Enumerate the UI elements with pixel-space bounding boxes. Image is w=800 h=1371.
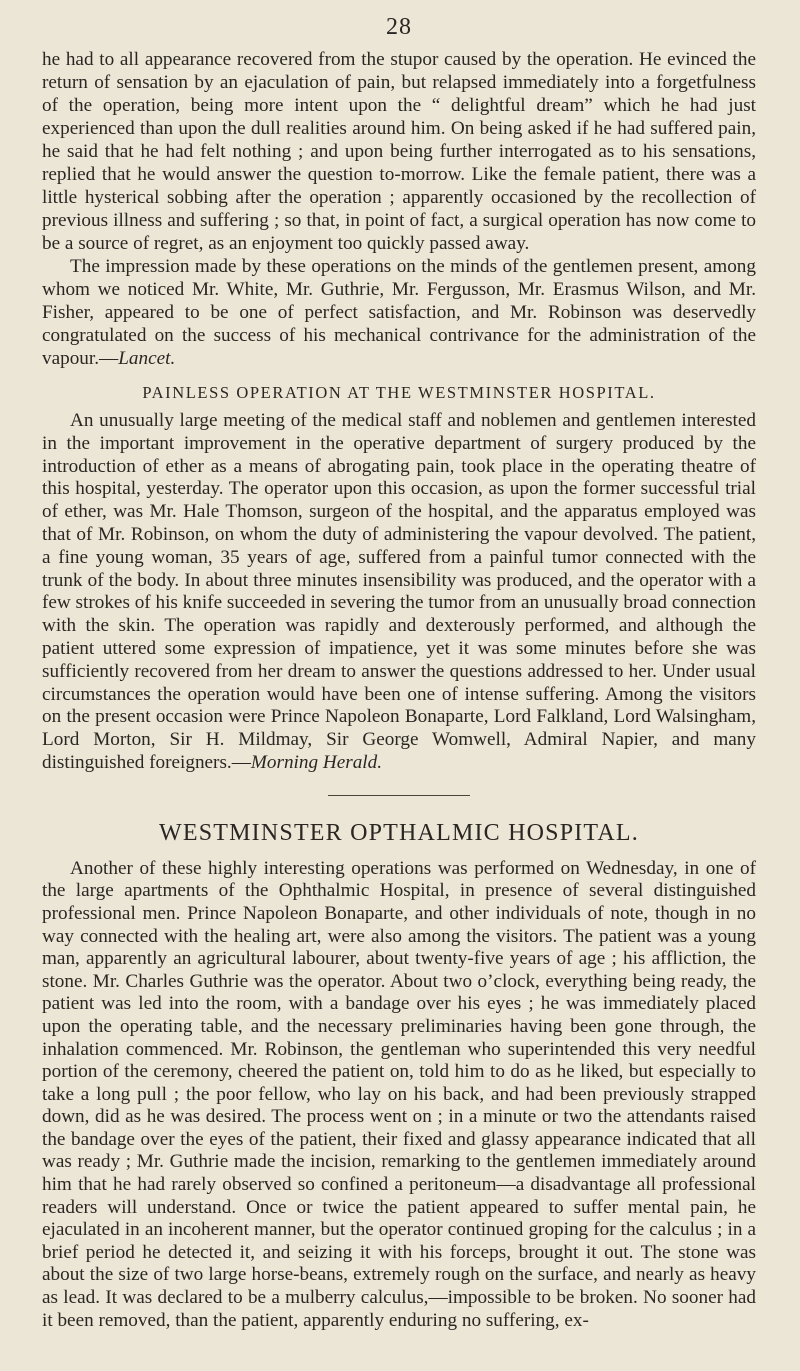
paragraph-ophthalmic-hospital [42, 858, 756, 1332]
source-citation: Morning Herald. [250, 751, 383, 773]
paragraph-westminster-hospital [42, 410, 756, 775]
paragraph-text: An unusually large meeting of the medical staff and noblemen and gentlemen interested in the important improvement in the operative department of surgery produced by the introduction of ether as a means of abrogating pain, took place in the operating theatre of this hospital, yesterday. The operator upon this occasion, as upon the former successful trial of ether, was Mr. Hale Thomson, surgeon of the hospital, and the apparatus employed was that of Mr. Robinson, on whom the duty of administering the vapour devolved. The patient, a fine young woman, 35 years of age, suffered from a painful tumor connected with the trunk of the body. In about three minutes insensibility was produced, and the operator with a few strokes of his knife succeeded in severing the tumor from an unusually broad connection with the skin. The operation was rapidly and dexterously performed, and although the patient uttered some expression of impatience, yet it was some minutes before she was sufficiently recovered from her dream to answer the questions addressed to her. Under usual circumstances the operation would have been one of intense suffering. Among the visitors on the present occasion were Prince Napoleon Bonaparte, Lord Falkland, Lord Walsingham, Lord Morton, Sir H. Mildmay, Sir George Womwell, Admiral Napier, and many distinguished foreigners.— [42, 410, 756, 773]
section-divider [328, 795, 470, 796]
paragraph-continuation [42, 48, 756, 255]
paragraph-text: he had to all appearance recovered from the stupor caused by the operation. He evinced the return of sensation by an ejaculation of pain, but relapsed immediately into a forgetfulness of the operation, being more intent upon the “ delightful dream” which he had just experienced than upon the dull realities around him. On being asked if he had suffered pain, he said that he had felt nothing ; and upon being further interrogated as to his sensations, replied that he would answer the question to-morrow. Like the female patient, there was a little hysterical sobbing after the operation ; apparently occasioned by the recollection of previous illness and suffering ; so that, in point of fact, a surgical operation has now come to be a source of regret, as an enjoyment too quickly passed away. [42, 49, 756, 254]
section-heading-ophthalmic-hospital: WESTMINSTER OPTHALMIC HOSPITAL. [159, 819, 639, 846]
section-heading-westminster-hospital: PAINLESS OPERATION AT THE WESTMINSTER HOSPITAL. [142, 383, 656, 402]
source-citation: Lancet. [118, 348, 176, 369]
paragraph-text: Another of these highly interesting operations was performed on Wednesday, in one of the large apartments of the Ophthalmic Hospital, in presence of several distinguished professional men. Prince Napoleon Bonaparte, and other individuals of note, though in no way connected with the healing art, were also among the visitors. The patient was a young man, apparently an agricultural labourer, about twenty-five years of age ; his affliction, the stone. Mr. Charles Guthrie was the operator. About two o’clock, everything being ready, the patient was led into the room, with a bandage over his eyes ; he was immediately placed upon the operating table, and the necessary preliminaries having been gone through, the inhalation commenced. Mr. Robinson, the gentleman who superintended this very needful portion of the ceremony, cheered the patient on, told him to do as he liked, but especially to take a long pull ; the poor fellow, who lay on his back, and had been previously strapped down, did as he was desired. The process went on ; in a minute or two the attendants raised the bandage over the eyes of the patient, their fixed and glassy appearance indicated that all was ready ; Mr. Guthrie made the incision, remarking to the gentlemen immediately around him that he had rarely observed so confined a peritoneum—a disadvantage all professional readers will understand. Once or twice the patient appeared to suffer mental pain, he ejaculated in an incoherent manner, but the operator continued groping for the calculus ; in a brief period he detected it, and seizing it with his forceps, brought it out. The stone was about the size of two large horse-beans, extremely rough on the surface, and nearly as heavy as lead. It was declared to be a mulberry calculus,—impossible to be broken. No sooner had it been removed, than the patient, apparently enduring no suffering, ex- [42, 857, 756, 1331]
page-number: 28 [386, 14, 412, 40]
paragraph-text: The impression made by these operations on the minds of the gentlemen present, among whom we noticed Mr. White, Mr. Guthrie, Mr. Fergusson, Mr. Erasmus Wilson, and Mr. Fisher, appeared to be one of perfect satisfaction, and Mr. Robinson was deservedly congratulated on the success of his mechanical contrivance for the administration of the vapour.— [42, 256, 756, 369]
paragraph-impression [42, 255, 756, 370]
